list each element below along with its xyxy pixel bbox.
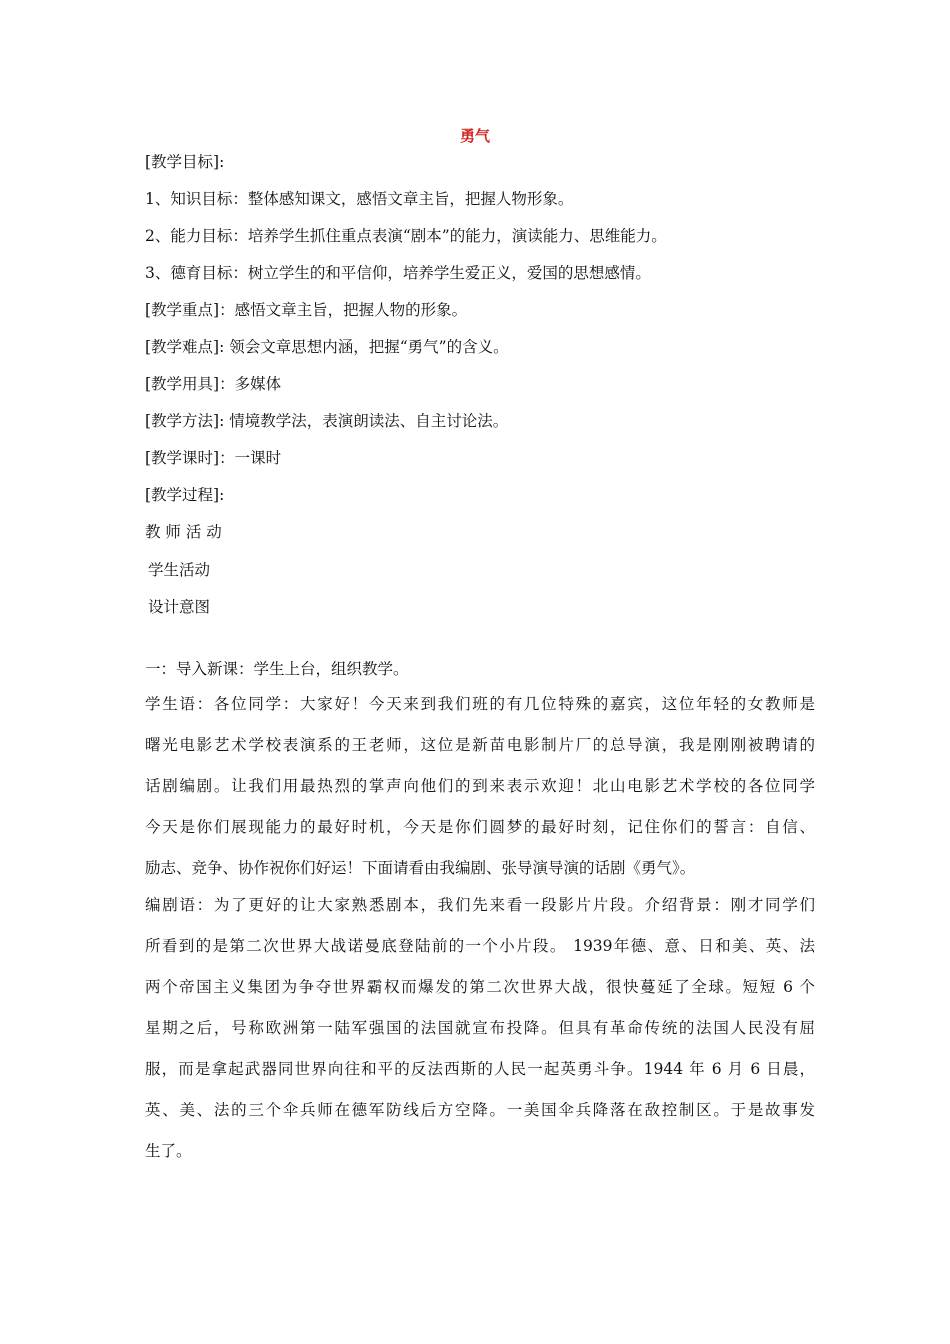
moral-objective: 3、德育目标：树立学生的和平信仰，培养学生爱正义，爱国的思想感情。 <box>145 264 651 282</box>
writer-speech-line: 生了。 <box>145 1142 192 1160</box>
document-title: 勇气 <box>459 127 490 145</box>
student-speech-line: 学生语：各位同学：大家好！今天来到我们班的有几位特殊的嘉宾，这位年轻的女教师是 <box>145 695 815 713</box>
process-heading: [教学过程]: <box>145 486 225 504</box>
writer-speech-line: 编剧语：为了更好的让大家熟悉剧本，我们先来看一段影片片段。介绍背景：刚才同学们 <box>145 896 815 914</box>
knowledge-objective: 1、知识目标：整体感知课文，感悟文章主旨，把握人物形象。 <box>145 190 574 208</box>
student-activity-label: 学生活动 <box>148 561 211 579</box>
student-speech-line: 曙光电影艺术学校表演系的王老师，这位是新苗电影制片厂的总导演，我是刚刚被聘请的 <box>145 736 815 754</box>
teaching-tools: [教学用具]：多媒体 <box>145 375 282 393</box>
writer-speech-line: 所看到的是第二次世界大战诺曼底登陆前的一个小片段。 1939年德、意、日和美、英、法 <box>145 937 815 955</box>
writer-speech-line: 星期之后，号称欧洲第一陆军强国的法国就宣布投降。但具有革命传统的法国人民没有屈 <box>145 1019 815 1037</box>
student-speech-line: 话剧编剧。让我们用最热烈的掌声向他们的到来表示欢迎！北山电影艺术学校的各位同学 <box>145 777 815 795</box>
teaching-methods: [教学方法]: 情境教学法，表演朗读法、自主讨论法。 <box>145 412 509 430</box>
section-heading: 一：导入新课：学生上台，组织教学。 <box>145 660 409 678</box>
objectives-heading: [教学目标]: <box>145 153 225 171</box>
writer-speech-line: 服，而是拿起武器同世界向往和平的反法西斯的人民一起英勇斗争。1944 年 6 月 6 日晨， <box>145 1060 815 1078</box>
class-hours: [教学课时]：一课时 <box>145 449 282 467</box>
difficult-points: [教学难点]: 领会文章思想内涵，把握“勇气”的含义。 <box>145 338 509 356</box>
teacher-activity-label: 教 师 活 动 <box>145 523 222 541</box>
student-speech-line: 励志、竞争、协作祝你们好运！下面请看由我编剧、张导演导演的话剧《勇气》。 <box>145 859 696 877</box>
design-intent-label: 设计意图 <box>148 598 211 616</box>
student-speech-line: 今天是你们展现能力的最好时机，今天是你们圆梦的最好时刻，记住你们的誓言：自信、 <box>145 818 815 836</box>
ability-objective: 2、能力目标：培养学生抓住重点表演“剧本”的能力，演读能力、思维能力。 <box>145 227 667 245</box>
key-points: [教学重点]：感悟文章主旨，把握人物的形象。 <box>145 301 468 319</box>
writer-speech-line: 两个帝国主义集团为争夺世界霸权而爆发的第二次世界大战，很快蔓延了全球。短短 6 个 <box>145 978 815 996</box>
writer-speech-line: 英、美、法的三个伞兵师在德军防线后方空降。一美国伞兵降落在敌控制区。于是故事发 <box>145 1101 815 1119</box>
